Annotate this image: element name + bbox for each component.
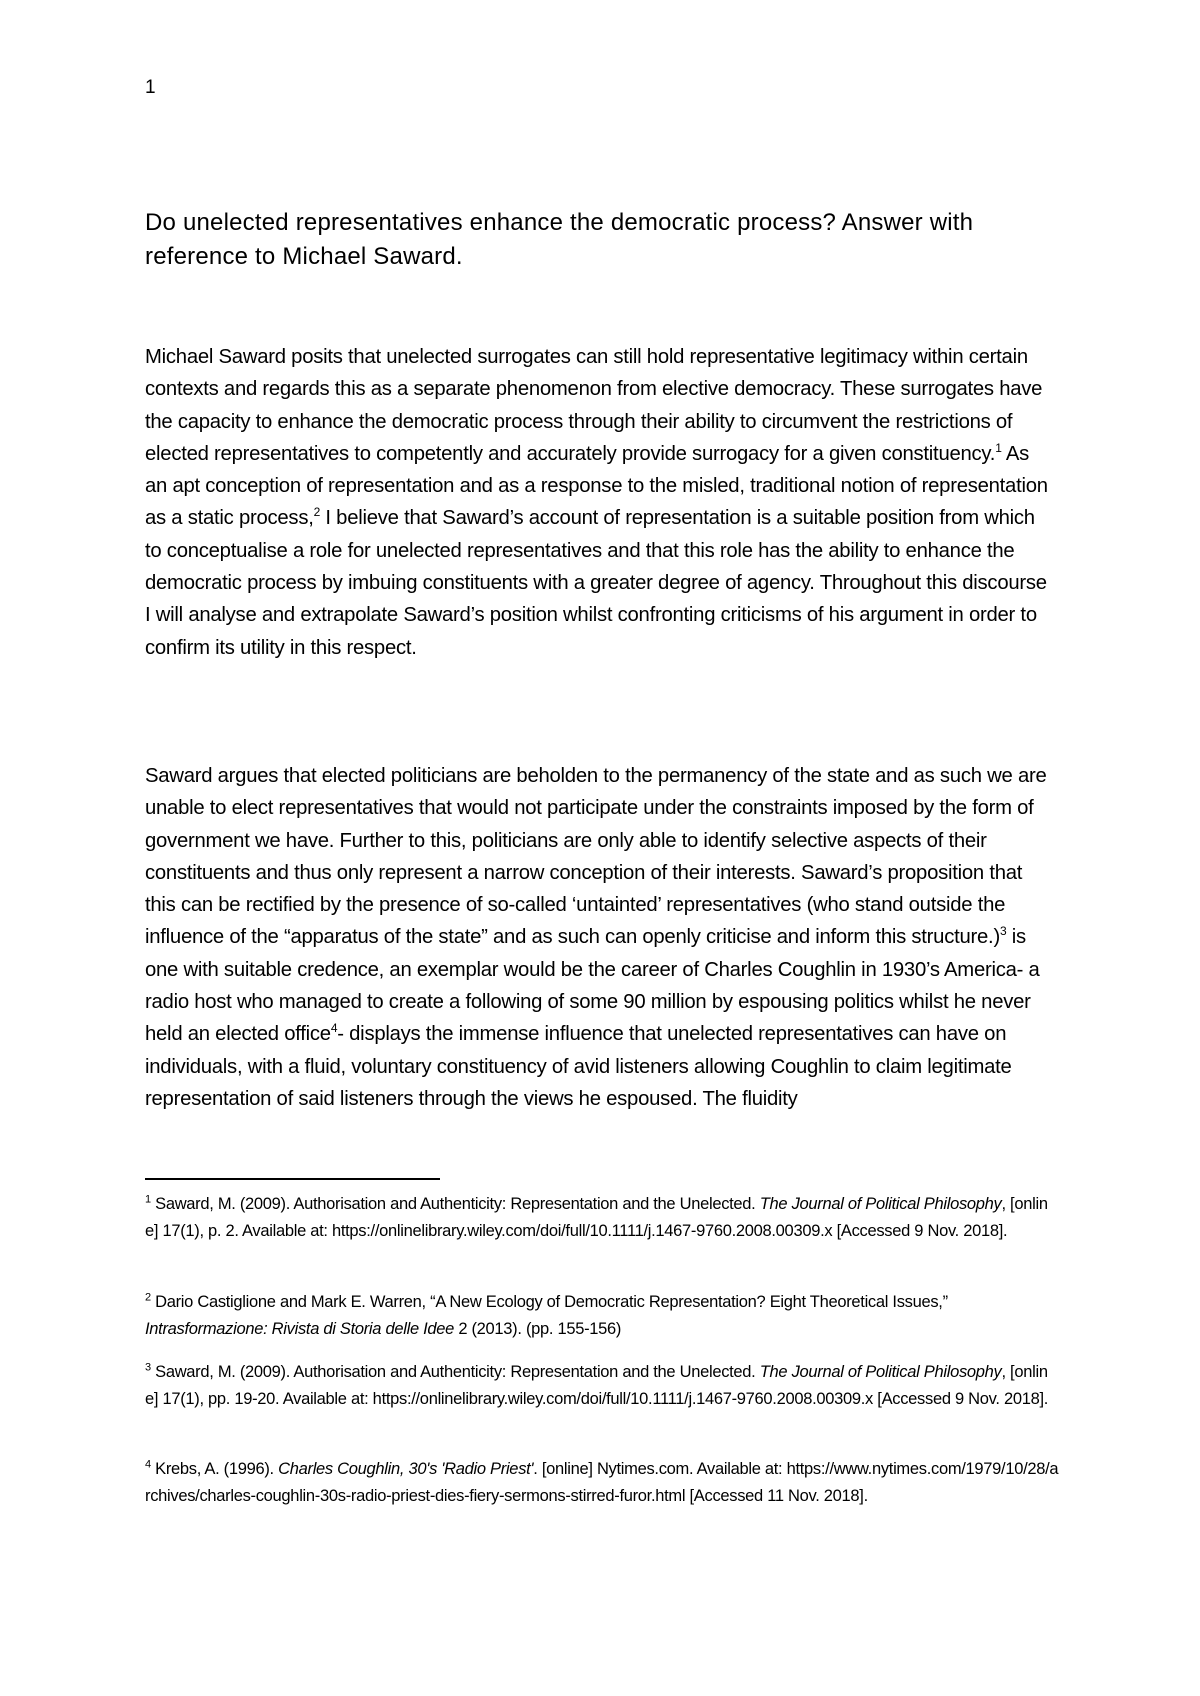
footnote-text: Saward, M. (2009). Authorisation and Authenticity: Representation and the Unelected. [150,1363,760,1381]
footnote-4 [145,1456,1060,1510]
footnote-journal: The Journal of Political Philosophy [759,1363,1002,1381]
footnote-text: , [online] 17(1), p. 2. Available at: https://onlinelibrary.wiley.com/doi/full/10.1111/j.1467-9760.2008.00309.x [Accessed 9 Nov. 2018]. [145,1195,1048,1240]
paragraph-body [145,760,1050,1115]
footnote-number: 1 [145,1193,151,1206]
footnote-number: 4 [145,1458,151,1471]
paragraph-intro [145,341,1050,664]
footnote-source-title: Charles Coughlin, 30's 'Radio Priest' [278,1460,534,1478]
footnote-ref[interactable]: 4 [330,1021,338,1036]
footnote-ref[interactable]: 1 [995,441,1002,456]
paragraph-text: Saward argues that elected politicians are beholden to the permanency of the state and as such we are unable to elect representatives that would not participate under the constraints imposed by the form of government we have. Further to this, politicians are only able to identify selective aspects of their constituents and thus only represent a narrow conception of their interests. Saward’s proposition that this can be rectified by the presence of so-called ‘untainted’ representatives (who stand outside the influence of the “apparatus of the state” and as such can openly criticise and inform this structure.) [145,765,1047,949]
page-number: 1 [145,77,156,98]
footnote-separator [145,1178,440,1180]
footnote-ref[interactable]: 2 [313,505,321,520]
paragraph-text: is one with suitable credence, an exemplar would be the career of Charles Coughlin in 1930’s America- a radio host who managed to create a following of some 90 million by espousing politics whilst he never held an elected office [145,926,1040,1046]
footnote-2 [145,1289,1060,1343]
paragraph-text: Michael Saward posits that unelected surrogates can still hold representative legitimacy within certain contexts and regards this as a separate phenomenon from elective democracy. These surrogates have the capacity to enhance the democratic process through their ability to circumvent the restrictions of elected representatives to competently and accurately provide surrogacy for a given constituency. [145,346,1043,465]
footnote-text: 2 (2013). (pp. 155-156) [454,1320,622,1338]
paragraph-text: I believe that Saward’s account of representation is a suitable position from which to conceptualise a role for unelected representatives and that this role has the ability to enhance the democratic process by imbuing constituents with a greater degree of agency. Throughout this discourse I will analyse and extrapolate Saward’s position whilst confronting criticisms of his argument in order to confirm its utility in this respect. [145,507,1047,659]
footnote-text: . [online] Nytimes.com. Available at: https://www.nytimes.com/1979/10/28/archives/charles-coughlin-30s-radio-priest-dies-fiery-sermons-stirred-furor.html [Accessed 11 Nov. 2018]. [145,1460,1059,1505]
footnote-number: 2 [145,1291,151,1304]
essay-title: Do unelected representatives enhance the democratic process? Answer with reference to Michael Saward. [145,209,974,270]
footnote-text: Saward, M. (2009). Authorisation and Authenticity: Representation and the Unelected. [150,1195,760,1213]
paragraph-text: - displays the immense influence that unelected representatives can have on individuals, with a fluid, voluntary constituency of avid listeners allowing Coughlin to claim legitimate representation of said listeners through the views he espoused. The fluidity [145,1023,1012,1110]
footnote-1 [145,1191,1060,1245]
footnote-text: , [online] 17(1), pp. 19-20. Available at: https://onlinelibrary.wiley.com/doi/full/10.1111/j.1467-9760.2008.00309.x [Accessed 9 Nov. 2018]. [145,1363,1049,1408]
footnote-ref[interactable]: 3 [999,924,1007,939]
footnote-number: 3 [145,1361,151,1374]
footnote-text: Krebs, A. (1996). [150,1460,279,1478]
paragraph-text: As an apt conception of representation and as a response to the misled, traditional notion of representation as a static process, [145,442,1048,530]
footnote-journal: Intrasformazione: Rivista di Storia delle Idee [145,1320,455,1338]
footnote-3 [145,1359,1060,1413]
footnote-journal: The Journal of Political Philosophy [759,1195,1002,1213]
footnote-text: Dario Castiglione and Mark E. Warren, “A New Ecology of Democratic Representation? Eight Theoretical Issues,” [150,1293,948,1311]
